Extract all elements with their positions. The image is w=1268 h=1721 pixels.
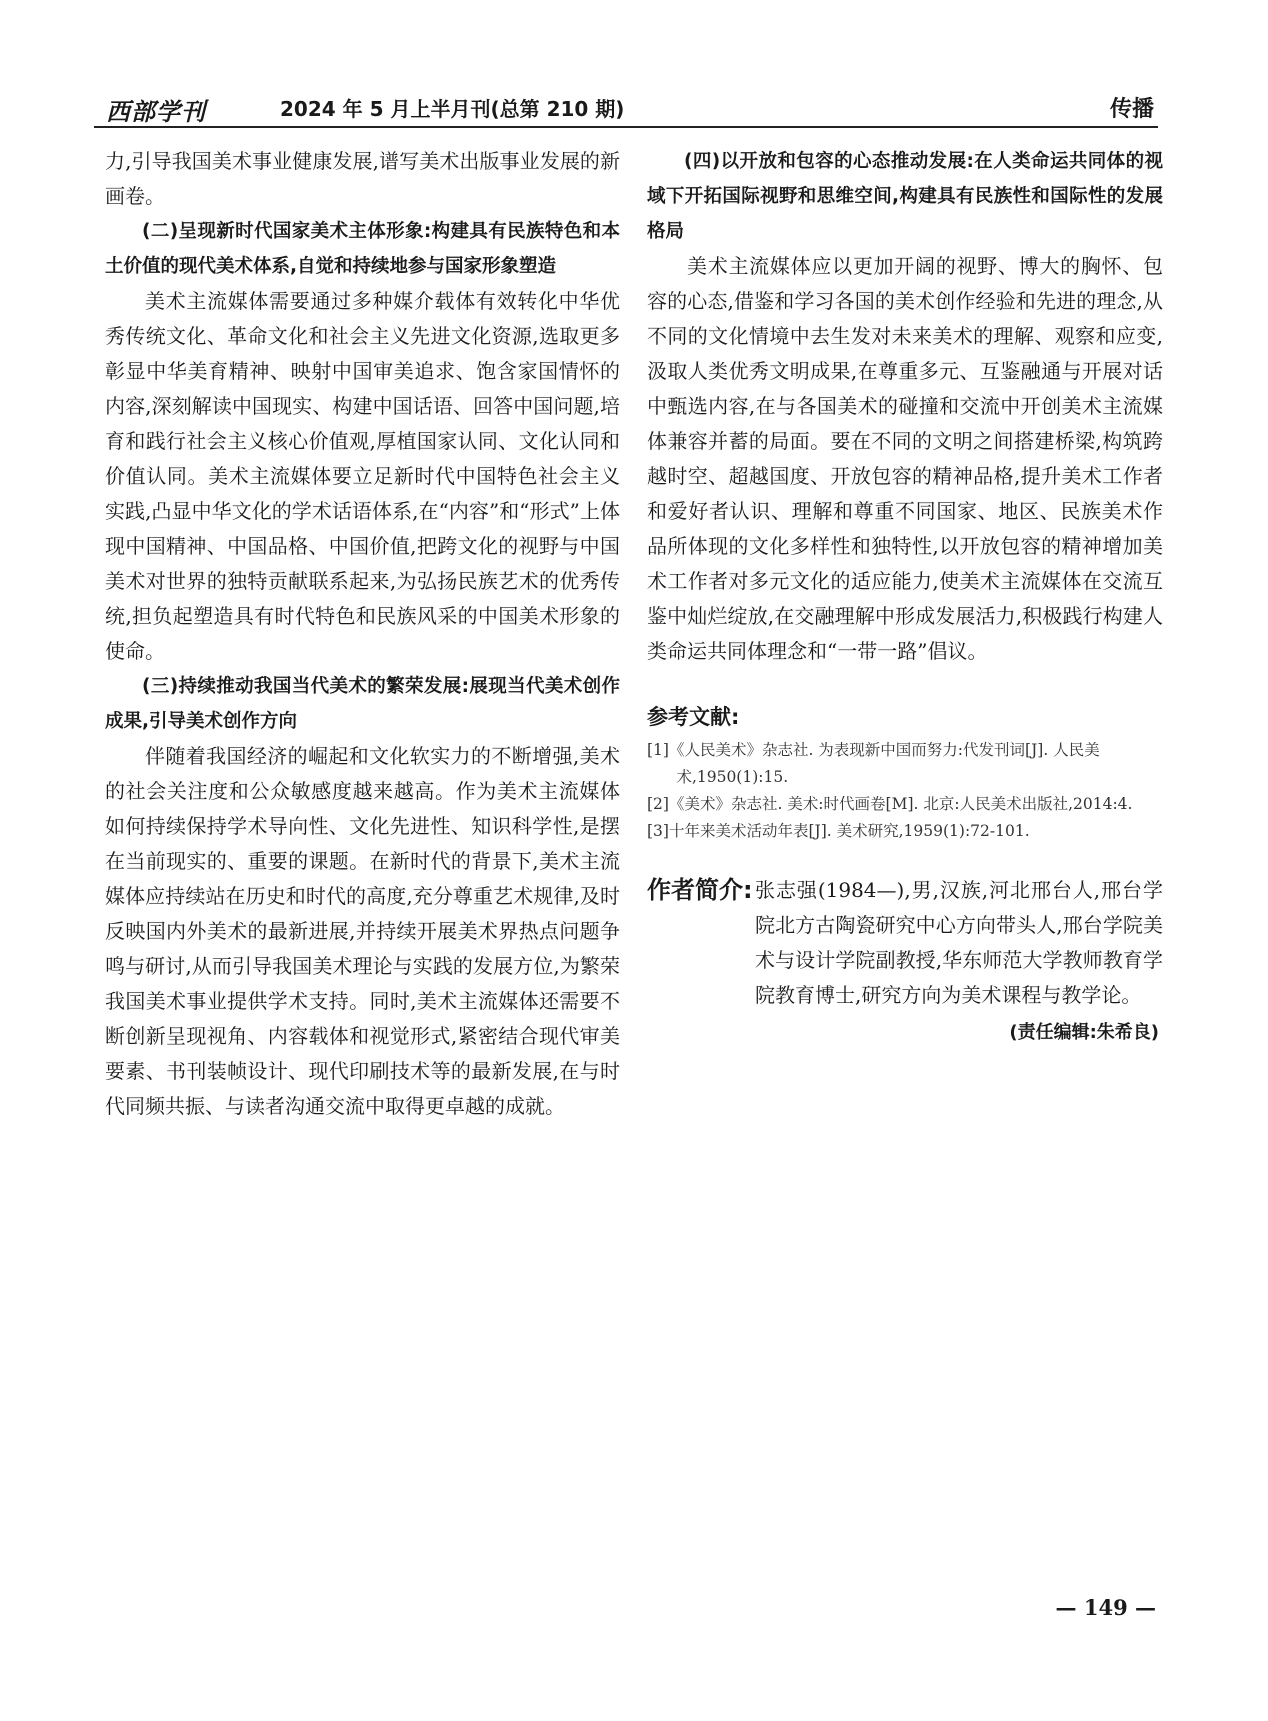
- reference-item: [1]《人民美术》杂志社. 为表现新中国而努力:代发刊词[J]. 人民美术,1950(1):15.: [647, 741, 1100, 786]
- journal-logo: 西部学刊: [106, 97, 206, 126]
- section-heading: (二)呈现新时代国家美术主体形象:构建具有民族特色和本土价值的现代美术体系,自觉和持续地参与国家形象塑造: [105, 221, 620, 277]
- author-bio-label: 作者简介:: [647, 876, 753, 904]
- section-tag: 传播: [1109, 97, 1154, 122]
- author-bio: [647, 873, 1163, 1013]
- issue-info: 2024 年 5 月上半月刊(总第 210 期): [280, 97, 625, 121]
- responsible-editor: (责任编辑:朱希良): [1009, 1022, 1159, 1043]
- references-title: 参考文献:: [647, 705, 740, 729]
- left-column: [105, 144, 620, 1124]
- page-header: [94, 86, 1158, 128]
- reference-item: [3]十年来美术活动年表[J]. 美术研究,1959(1):72-101.: [647, 822, 1030, 840]
- right-column: [647, 144, 1163, 1049]
- section-heading: (四)以开放和包容的心态推动发展:在人类命运共同体的视域下开拓国际视野和思维空间,构建具有民族性和国际性的发展格局: [647, 151, 1163, 242]
- page-number: — 149 —: [1055, 1595, 1156, 1620]
- paragraph: 美术主流媒体应以更加开阔的视野、博大的胸怀、包容的心态,借鉴和学习各国的美术创作经验和先进的理念,从不同的文化情境中去生发对未来美术的理解、观察和应变,汲取人类优秀文明成果,在尊重多元、互鉴融通与开展对话中甄选内容,在与各国美术的碰撞和交流中开创美术主流媒体兼容并蓄的局面。要在不同的文明之间搭建桥梁,构筑跨越时空、超越国度、开放包容的精神品格,提升美术工作者和爱好者认识、理解和尊重不同国家、地区、民族美术作品所体现的文化多样性和独特性,以开放包容的精神增加美术工作者对多元文化的适应能力,使美术主流媒体在交流互鉴中灿烂绽放,在交融理解中形成发展活力,积极践行构建人类命运共同体理念和“一带一路”倡议。: [647, 254, 1163, 663]
- paragraph: 力,引导我国美术事业健康发展,谱写美术出版事业发展的新画卷。: [105, 149, 620, 208]
- paragraph: 伴随着我国经济的崛起和文化软实力的不断增强,美术的社会关注度和公众敏感度越来越高。作为美术主流媒体如何持续保持学术导向性、文化先进性、知识科学性,是摆在当前现实的、重要的课题。在新时代的背景下,美术主流媒体应持续站在历史和时代的高度,充分尊重艺术规律,及时反映国内外美术的最新进展,并持续开展美术界热点问题争鸣与研讨,从而引导我国美术理论与实践的发展方位,为繁荣我国美术事业提供学术支持。同时,美术主流媒体还需要不断创新呈现视角、内容载体和视觉形式,紧密结合现代审美要素、书刊装帧设计、现代印刷技术等的最新发展,在与时代同频共振、与读者沟通交流中取得更卓越的成就。: [105, 744, 620, 1118]
- section-heading: (三)持续推动我国当代美术的繁荣发展:展现当代美术创作成果,引导美术创作方向: [105, 676, 620, 732]
- reference-item: [2]《美术》杂志社. 美术:时代画卷[M]. 北京:人民美术出版社,2014:4.: [647, 795, 1133, 813]
- author-bio-text: 张志强(1984—),男,汉族,河北邢台人,邢台学院北方古陶瓷研究中心方向带头人,邢台学院美术与设计学院副教授,华东师范大学教师教育学院教育博士,研究方向为美术课程与教学论。: [755, 878, 1163, 1007]
- paragraph: 美术主流媒体需要通过多种媒介载体有效转化中华优秀传统文化、革命文化和社会主义先进文化资源,选取更多彰显中华美育精神、映射中国审美追求、饱含家国情怀的内容,深刻解读中国现实、构建中国话语、回答中国问题,培育和践行社会主义核心价值观,厚植国家认同、文化认同和价值认同。美术主流媒体要立足新时代中国特色社会主义实践,凸显中华文化的学术话语体系,在“内容”和“形式”上体现中国精神、中国品格、中国价值,把跨文化的视野与中国美术对世界的独特贡献联系起来,为弘扬民族艺术的优秀传统,担负起塑造具有时代特色和民族风采的中国美术形象的使命。: [105, 289, 620, 663]
